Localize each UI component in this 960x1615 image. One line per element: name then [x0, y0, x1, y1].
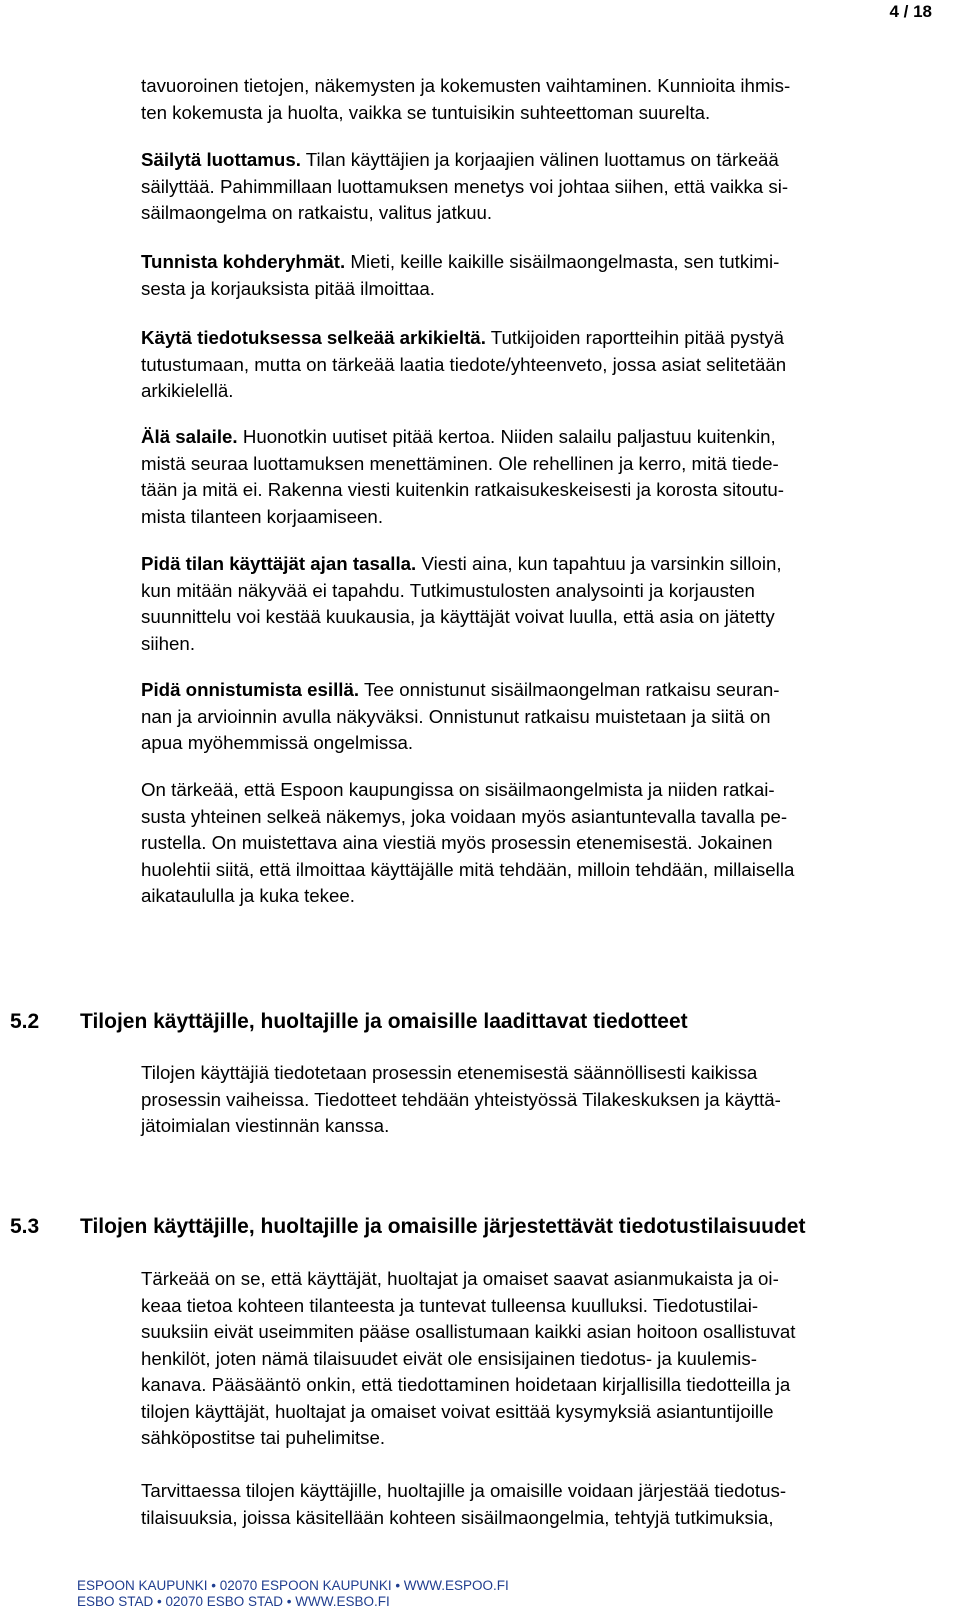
text-line: Tee onnistunut sisäilmaongelman ratkaisu seuran-	[359, 679, 780, 700]
text-line: tavuoroinen tietojen, näkemysten ja kokemusten vaihtaminen. Kunnioita ihmis-	[141, 75, 791, 96]
paragraph-lead: Käytä tiedotuksessa selkeää arkikieltä.	[141, 327, 486, 348]
paragraph-intro	[141, 73, 941, 126]
text-line: henkilöt, joten nämä tilaisuudet eivät ole ensisijainen tiedotus- ja kuulemis-	[141, 1347, 757, 1369]
text-line: suunnittelu voi kestää kuukausia, ja käyttäjät voivat luulla, että asia on jätetty	[141, 606, 775, 627]
paragraph-trust	[141, 147, 941, 227]
paragraph-lead: Älä salaile.	[141, 426, 238, 447]
paragraph-bulletins	[141, 1060, 941, 1140]
section-heading-5-3	[10, 1215, 805, 1239]
text-line: aikataululla ja kuka tekee.	[141, 885, 356, 906]
paragraph-show-success	[141, 677, 941, 757]
section-number: 5.2	[10, 1010, 40, 1033]
page-footer	[77, 1578, 509, 1610]
text-line: rustella. On muistettava aina viestiä myös prosessin etenemisestä. Jokainen	[141, 832, 773, 853]
paragraph-if-needed	[141, 1478, 941, 1531]
text-line: tilojen käyttäjät, huoltajat ja omaiset voivat esittää kysymyksiä asiantuntijoille	[141, 1400, 774, 1422]
footer-line-swedish: ESBO STAD • 02070 ESBO STAD • WWW.ESBO.FI	[77, 1594, 390, 1609]
page-number: 4 / 18	[889, 2, 932, 21]
text-line: mistä seuraa luottamuksen menettäminen. Ole rehellinen ja kerro, mitä tiede-	[141, 452, 779, 474]
text-line: nan ja arvioinnin avulla näkyväksi. Onnistunut ratkaisu muistetaan ja siitä on	[141, 705, 771, 727]
section-title: Tilojen käyttäjille, huoltajille ja omaisille laadittavat tiedotteet	[80, 1010, 688, 1033]
paragraph-common-view	[141, 777, 941, 910]
text-line: kun mitään näkyvää ei tapahdu. Tutkimustulosten analysointi ja korjausten	[141, 579, 755, 601]
text-line: Huonotkin uutiset pitää kertoa. Niiden salailu paljastuu kuitenkin,	[237, 426, 776, 447]
text-line: siihen.	[141, 632, 196, 654]
paragraph-plain-language	[141, 325, 941, 405]
paragraph-lead: Tunnista kohderyhmät.	[141, 251, 346, 272]
text-line: säilyttää. Pahimmillaan luottamuksen menetys voi johtaa siihen, että vaikka si-	[141, 175, 789, 197]
text-line: Tilojen käyttäjiä tiedotetaan prosessin etenemisestä säännöllisesti kaikissa	[141, 1062, 758, 1083]
paragraph-lead: Pidä tilan käyttäjät ajan tasalla.	[141, 553, 417, 574]
text-line: keaa tietoa kohteen tilanteesta ja tuntevat tulleensa kuulluksi. Tiedotustilai-	[141, 1294, 759, 1316]
paragraph-target-groups	[141, 249, 941, 302]
text-line: Tärkeää on se, että käyttäjät, huoltajat ja omaiset saavat asianmukaista ja oi-	[141, 1268, 779, 1289]
text-line: mista tilanteen korjaamiseen.	[141, 505, 384, 527]
text-line: Viesti aina, kun tapahtuu ja varsinkin silloin,	[416, 553, 782, 574]
text-line: sesta ja korjauksista pitää ilmoittaa.	[141, 277, 435, 299]
text-line: prosessin vaiheissa. Tiedotteet tehdään yhteistyössä Tilakeskuksen ja käyttä-	[141, 1088, 781, 1110]
text-line: Mieti, keille kaikille sisäilmaongelmasta, sen tutkimi-	[345, 251, 780, 272]
text-line: tilaisuuksia, joissa käsitellään kohteen sisäilmaongelmia, tehtyjä tutkimuksia,	[141, 1506, 774, 1528]
text-line: jätoimialan viestinnän kanssa.	[141, 1115, 390, 1136]
text-line: säilmaongelma on ratkaistu, valitus jatkuu.	[141, 202, 493, 223]
text-line: suuksiin eivät useimmiten pääse osallistumaan kaikki asian hoitoon osallistuvat	[141, 1321, 796, 1342]
text-line: ten kokemusta ja huolta, vaikka se tuntuisikin suhteettoman suurelta.	[141, 101, 711, 123]
text-line: apua myöhemmissä ongelmissa.	[141, 732, 414, 753]
text-line: On tärkeää, että Espoon kaupungissa on sisäilmaongelmista ja niiden ratkai-	[141, 779, 775, 800]
section-heading-5-2	[10, 1010, 688, 1034]
paragraph-no-secrecy	[141, 424, 941, 530]
footer-line-finnish: ESPOON KAUPUNKI • 02070 ESPOON KAUPUNKI • WWW.ESPOO.FI	[77, 1578, 509, 1593]
paragraph-lead: Pidä onnistumista esillä.	[141, 679, 360, 700]
text-line: Tutkijoiden raportteihin pitää pystyä	[485, 327, 785, 348]
text-line: Tilan käyttäjien ja korjaajien välinen luottamus on tärkeää	[300, 149, 779, 170]
text-line: huolehtii siitä, että ilmoittaa käyttäjälle mitä tehdään, milloin tehdään, millaisella	[141, 858, 795, 880]
text-line: tutustumaan, mutta on tärkeää laatia tiedote/yhteenveto, jossa asiat selitetään	[141, 353, 787, 375]
text-line: tään ja mitä ei. Rakenna viesti kuitenkin ratkaisukeskeisesti ja korosta sitoutu-	[141, 479, 784, 500]
text-line: kanava. Pääsääntö onkin, että tiedottaminen hoidetaan kirjallisilla tiedotteilla ja	[141, 1374, 791, 1395]
text-line: arkikielellä.	[141, 380, 234, 401]
paragraph-keep-informed	[141, 551, 941, 657]
section-title: Tilojen käyttäjille, huoltajille ja omaisille järjestettävät tiedotustilaisuudet	[80, 1215, 806, 1238]
paragraph-lead: Säilytä luottamus.	[141, 149, 301, 170]
paragraph-information-sessions	[141, 1266, 941, 1452]
text-line: susta yhteinen selkeä näkemys, joka voidaan myös asiantuntevalla tavalla pe-	[141, 805, 788, 827]
section-number: 5.3	[10, 1215, 40, 1238]
text-line: sähköpostitse tai puhelimitse.	[141, 1427, 386, 1448]
text-line: Tarvittaessa tilojen käyttäjille, huoltajille ja omaisille voidaan järjestää tiedotus-	[141, 1480, 787, 1501]
